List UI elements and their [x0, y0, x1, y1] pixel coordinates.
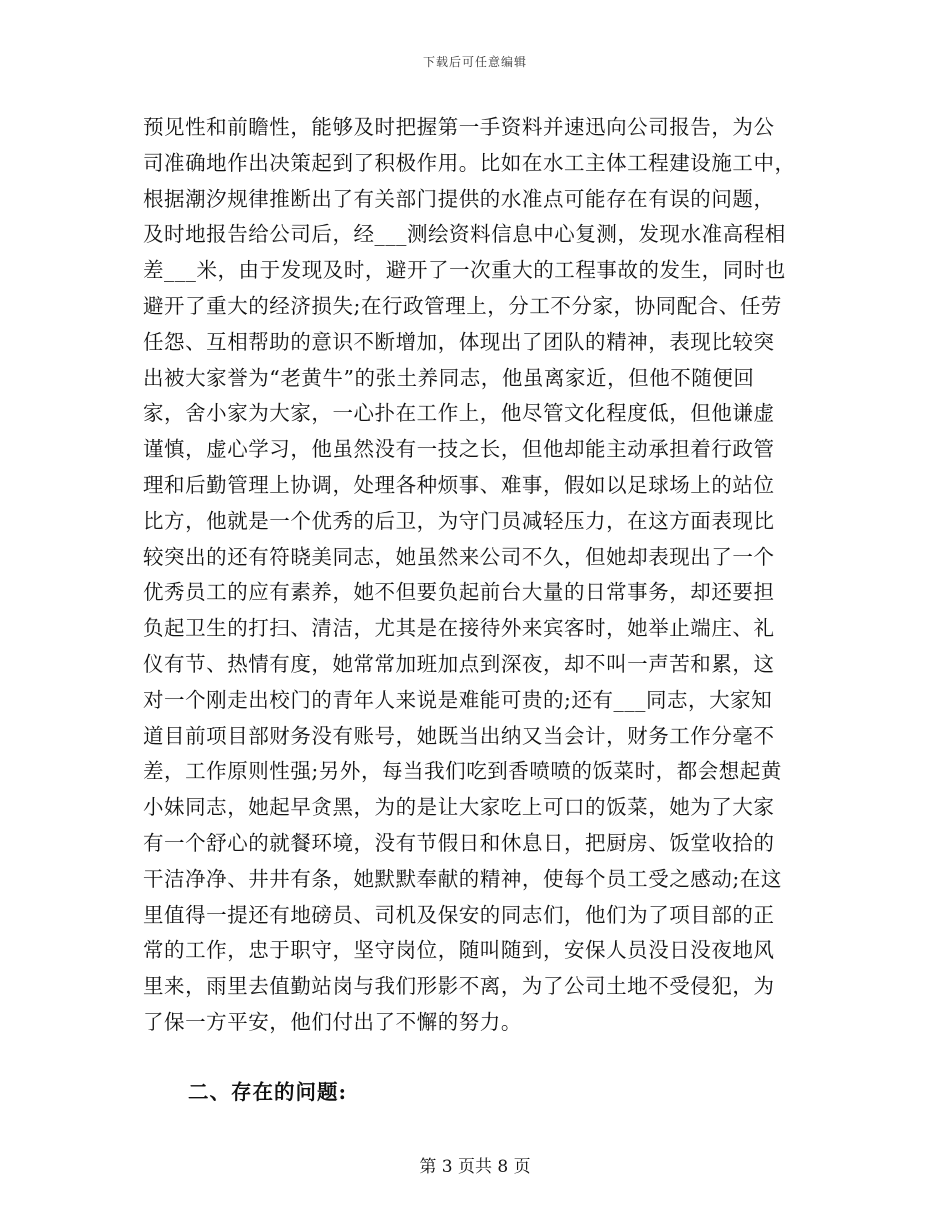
body-line: 比方，他就是一个优秀的后卫，为守门员减轻压力，在这方面表现比: [143, 508, 775, 533]
body-line: 及时地报告给公司后，经___测绘资料信息中心复测，发现水准高程相: [143, 222, 786, 247]
body-line: 预见性和前瞻性，能够及时把握第一手资料并速迅向公司报告，为公: [143, 115, 775, 139]
body-line: 谨慎，虚心学习，他虽然没有一技之长，但他却能主动承担着行政管: [143, 437, 775, 462]
body-line: 出被大家誉为“老黄牛”的张土养同志，他虽离家近，但他不随便回: [143, 365, 755, 390]
body-line: 家，舍小家为大家，一心扑在工作上，他尽管文化程度低，但他谦虚: [143, 401, 775, 426]
body-line: 对一个刚走出校门的青年人来说是难能可贵的;还有___同志，大家知: [143, 687, 773, 712]
body-line: 任怨、互相帮助的意识不断增加，体现出了团队的精神，表现比较突: [143, 329, 775, 354]
body-line: 里来，雨里去值勤站岗与我们形影不离，为了公司土地不受侵犯，为: [143, 974, 775, 999]
page-header: 下载后可任意编辑: [422, 55, 527, 69]
body-line: 理和后勤管理上协调，处理各种烦事、难事，假如以足球场上的站位: [143, 472, 775, 497]
body-line: 干洁净净、井井有条，她默默奉献的精神，使每个员工受之感动;在这: [143, 866, 782, 891]
body-line: 仪有节、热情有度，她常常加班加点到深夜，却不叫一声苦和累，这: [143, 651, 775, 676]
body-line: 了保一方平安，他们付出了不懈的努力。: [143, 1009, 522, 1034]
body-line: 有一个舒心的就餐环境，没有节假日和休息日，把厨房、饭堂收拾的: [143, 830, 775, 855]
body-line: 根据潮汐规律推断出了有关部门提供的水准点可能存在有误的问题，: [143, 186, 775, 211]
body-line: 小妹同志，她起早贪黑，为的是让大家吃上可口的饭菜，她为了大家: [143, 795, 775, 820]
page-footer: 第 3 页共 8 页: [419, 1157, 531, 1177]
section-heading: 二、存在的问题:: [188, 1080, 348, 1104]
body-line: 避开了重大的经济损失;在行政管理上，分工不分家，协同配合、任劳: [143, 293, 782, 318]
body-line: 里值得一提还有地磅员、司机及保安的同志们，他们为了项目部的正: [143, 902, 775, 927]
body-line: 较突出的还有符晓美同志，她虽然来公司不久，但她却表现出了一个: [143, 544, 775, 569]
body-line: 优秀员工的应有素养，她不但要负起前台大量的日常事务，却还要担: [143, 580, 775, 605]
body-line: 常的工作，忠于职守，坚守岗位，随叫随到，安保人员没日没夜地风: [143, 938, 775, 963]
body-text: [143, 110, 815, 1041]
body-line: 差，工作原则性强;另外，每当我们吃到香喷喷的饭菜时，都会想起黄: [143, 759, 782, 784]
body-line: 司准确地作出决策起到了积极作用。比如在水工主体工程建设施工中，: [143, 150, 796, 175]
body-line: 差___米，由于发现及时，避开了一次重大的工程事故的发生，同时也: [143, 258, 786, 283]
body-line: 负起卫生的打扫、清洁，尤其是在接待外来宾客时，她举止端庄、礼: [143, 616, 775, 641]
body-line: 道目前项目部财务没有账号，她既当出纳又当会计，财务工作分毫不: [143, 723, 775, 748]
